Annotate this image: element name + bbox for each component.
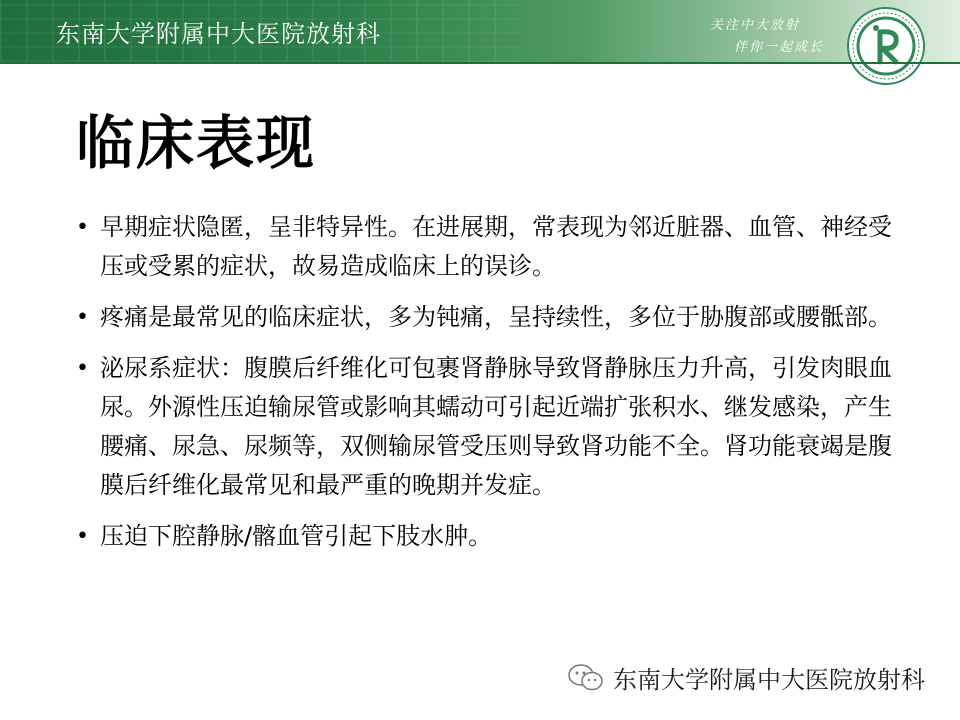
- bullet-item: • 早期症状隐匿，呈非特异性。在进展期，常表现为邻近脏器、血管、神经受压或受累的症状，故易造成临床上的误诊。: [76, 208, 906, 286]
- header-bar: [0, 0, 960, 62]
- slide-title: 临床表现: [76, 109, 317, 177]
- bullet-item: • 压迫下腔静脉/髂血管引起下肢水肿。: [76, 517, 906, 556]
- footer-watermark: [567, 660, 925, 695]
- department-logo-icon: [846, 6, 926, 86]
- wechat-icon: [567, 663, 605, 693]
- slogan-line-2: 伴你一起成长: [734, 40, 825, 55]
- header-title: 东南大学附属中大医院放射科: [56, 20, 381, 48]
- footer-text: 东南大学附属中大医院放射科: [613, 666, 925, 694]
- bullet-list: [76, 208, 906, 568]
- header-divider: [0, 62, 960, 64]
- bullet-item: • 疼痛是最常见的临床症状，多为钝痛，呈持续性，多位于胁腹部或腰骶部。: [76, 298, 906, 337]
- bullet-item: • 泌尿系症状：腹膜后纤维化可包裹肾静脉导致肾静脉压力升高，引发肉眼血尿。外源性压迫输尿管或影响其蠕动可引起近端扩张积水、继发感染，产生腰痛、尿急、尿频等，双侧输尿管受压则导致肾功能不全。肾功能衰竭是腹膜后纤维化最常见和最严重的晚期并发症。: [76, 349, 906, 505]
- slogan-line-1: 关注中大放射: [710, 18, 801, 33]
